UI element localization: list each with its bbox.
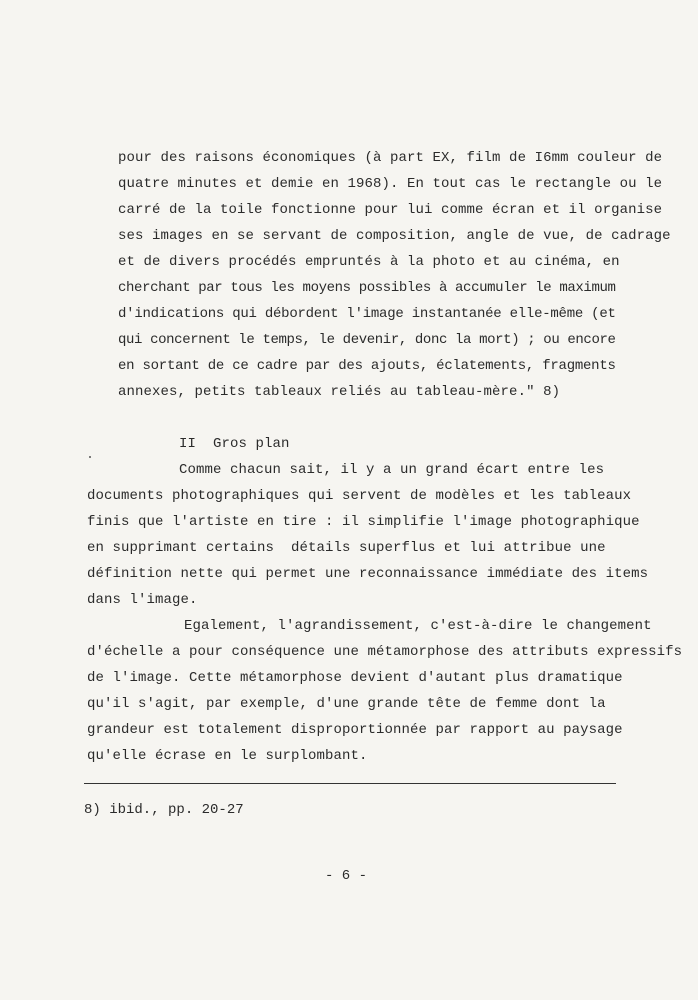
text-line: pour des raisons économiques (à part EX, film de I6mm couleur de — [118, 150, 663, 166]
text-line: carré de la toile fonctionne pour lui comme écran et il organise — [118, 202, 663, 218]
text-line: en sortant de ce cadre par des ajouts, éclatements, fragments — [118, 358, 616, 374]
page-number: - 6 - — [325, 868, 368, 884]
text-line: dans l'image. — [87, 592, 198, 608]
text-line: qu'il s'agit, par exemple, d'une grande tête de femme dont la — [87, 696, 606, 712]
text-line: annexes, petits tableaux reliés au tableau-mère." 8) — [118, 384, 561, 400]
text-line: cherchant par tous les moyens possibles à accumuler le maximum — [118, 280, 616, 296]
text-line: de l'image. Cette métamorphose devient d'autant plus dramatique — [87, 670, 623, 686]
text-line: et de divers procédés empruntés à la photo et au cinéma, en — [118, 254, 620, 270]
section-heading: II Gros plan — [179, 436, 290, 452]
footnote-separator — [84, 783, 616, 784]
text-line: en supprimant certains détails superflus et lui attribue une — [87, 540, 606, 556]
text-line: quatre minutes et demie en 1968). En tout cas le rectangle ou le — [118, 176, 663, 192]
text-line: d'échelle a pour conséquence une métamorphose des attributs expressifs — [87, 644, 683, 660]
text-line: qui concernent le temps, le devenir, donc la mort) ; ou encore — [118, 332, 616, 348]
text-line: documents photographiques qui servent de modèles et les tableaux — [87, 488, 632, 504]
footnote: 8) ibid., pp. 20-27 — [84, 802, 244, 818]
text-line: grandeur est totalement disproportionnée par rapport au paysage — [87, 722, 623, 738]
text-line: ses images en se servant de composition, angle de vue, de cadrage — [118, 228, 671, 244]
paper-speck — [89, 456, 91, 458]
text-line: Egalement, l'agrandissement, c'est-à-dire le changement — [184, 618, 652, 634]
text-line: Comme chacun sait, il y a un grand écart entre les — [179, 462, 605, 478]
text-line: finis que l'artiste en tire : il simplifie l'image photographique — [87, 514, 640, 530]
text-line: d'indications qui débordent l'image instantanée elle-même (et — [118, 306, 616, 322]
text-line: définition nette qui permet une reconnaissance immédiate des items — [87, 566, 649, 582]
text-line: qu'elle écrase en le surplombant. — [87, 748, 368, 764]
